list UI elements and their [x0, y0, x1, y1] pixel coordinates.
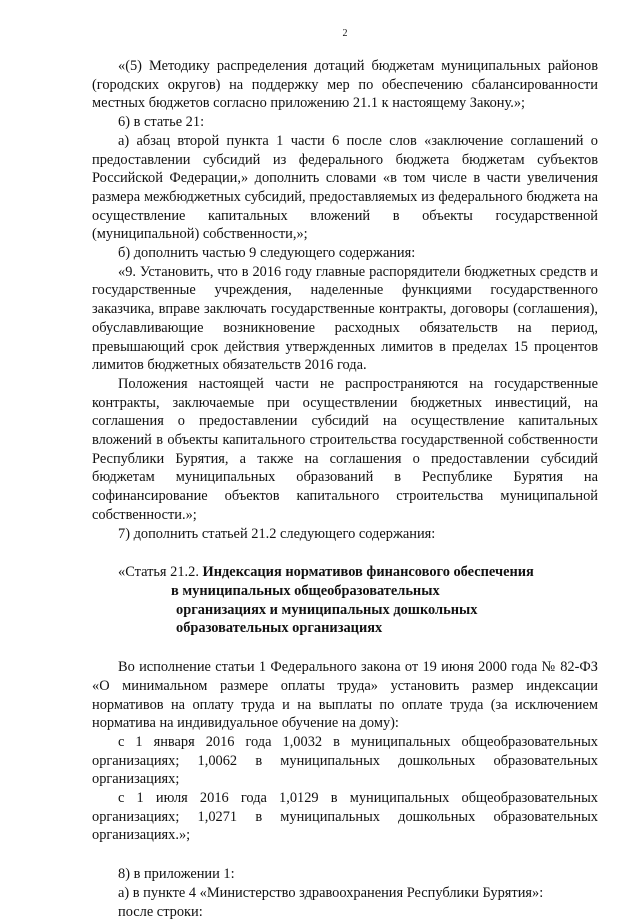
top-section [92, 57, 598, 543]
paragraph: а) абзац второй пункта 1 части 6 после слов «заключение соглашений о предоставлении субсидий из федерального бюджета бюджетам субъектов Российской Федерации,» дополнить словами «в том числе в части увеличения размера межбюджетных субсидий, предоставляемых из федерального бюджета на осуществление капитальных вложений в объекты государственной (муниципальной) собственности,»; [92, 132, 598, 243]
article-title-line: образовательных организациях [176, 620, 383, 637]
page-number: 2 [342, 28, 348, 39]
bottom-section [92, 865, 598, 921]
paragraph: 7) дополнить статьей 21.2 следующего содержания: [118, 525, 436, 542]
article-title-line: в муниципальных общеобразовательных [171, 582, 440, 599]
paragraph: Во исполнение статьи 1 Федерального закона от 19 июня 2000 года № 82-ФЗ «О минимальном размере оплаты труда» установить размер индексации нормативов на оплату труда и на выплаты по оплате труда (за исключением норматива на индивидуальное обучение на дому): [92, 659, 598, 732]
paragraph: 6) в статье 21: [118, 114, 205, 131]
paragraph: после строки: [118, 903, 203, 920]
paragraph: 8) в приложении 1: [118, 866, 235, 883]
paragraph: «9. Установить, что в 2016 году главные распорядители бюджетных средств и государственные учреждения, наделенные функциями государственного заказчика, вправе заключать государственные контракты, договоры (соглашения), обуславливающие возникновение расходных обязательств на период, превышающий срок действия утвержденных лимитов в пределах 15 процентов лимитов бюджетных обязательств 2016 года. [92, 263, 598, 374]
paragraph: с 1 января 2016 года 1,0032 в муниципальных общеобразовательных организациях; 1,0062 в муниципальных дошкольных образовательных организациях; [92, 733, 598, 788]
middle-section [92, 658, 598, 845]
paragraph: Положения настоящей части не распространяются на государственные контракты, заключаемые при осуществлении бюджетных инвестиций, на соглашения о предоставлении субсидий на осуществление капитальных вложений в объекты капитального строительства государственной собственности Республики Бурятия, а также на соглашения о предоставлении субсидий бюджетам муниципальных образований в Республике Бурятия на софинансирование объектов капитального строительства муниципальной собственности.»; [92, 375, 598, 523]
article-title-line: Индексация нормативов финансового обеспечения [202, 564, 534, 581]
paragraph: а) в пункте 4 «Министерство здравоохранения Республики Бурятия»: [118, 884, 544, 901]
article-heading [92, 563, 598, 638]
article-title-line: организациях и муниципальных дошкольных [176, 601, 478, 618]
paragraph: б) дополнить частью 9 следующего содержания: [118, 245, 416, 262]
paragraph: с 1 июля 2016 года 1,0129 в муниципальных общеобразовательных организациях; 1,0271 в муниципальных дошкольных образовательных организациях.»; [92, 790, 598, 844]
paragraph: «(5) Методику распределения дотаций бюджетам муниципальных районов (городских округов) на поддержку мер по обеспечению сбалансированности местных бюджетов согласно приложению 21.1 к настоящему Закону.»; [92, 58, 598, 112]
article-number: «Статья 21.2. [118, 564, 199, 581]
